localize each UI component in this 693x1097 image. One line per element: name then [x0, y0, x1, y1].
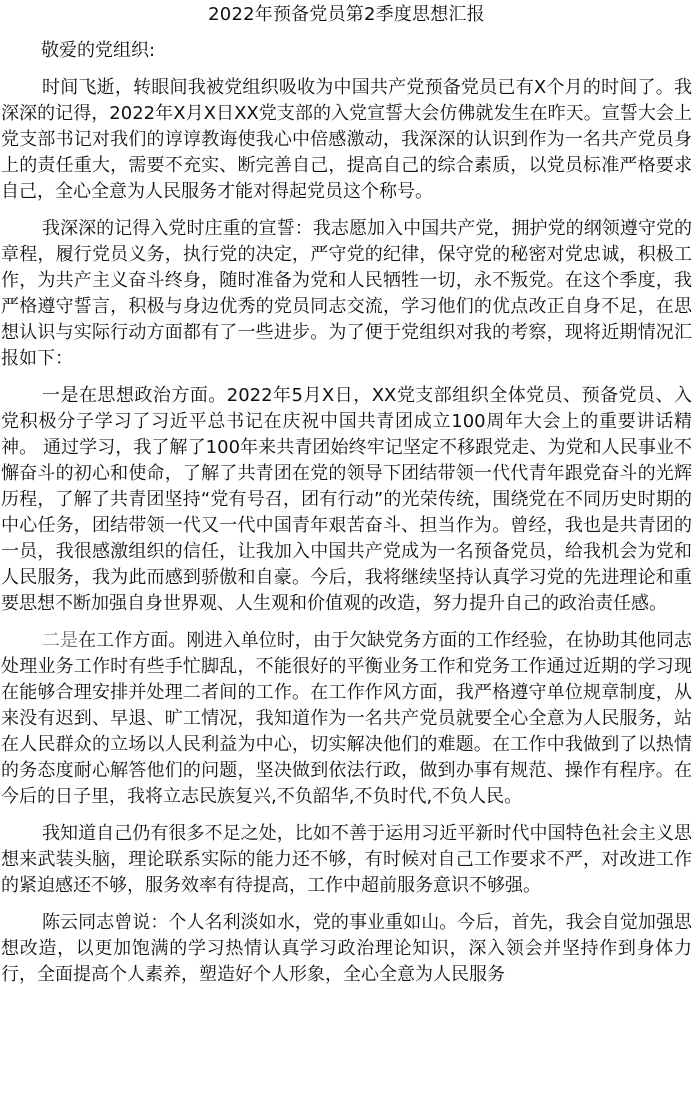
- paragraph-text: 在工作方面。刚进入单位时，由于欠缺党务方面的工作经验，在协助其他同志处理业务工作时有些手忙脚乱，不能很好的平衡业务工作和党务工作通过近期的学习现在能够合理安排并处理二者间的工作。在工作作风方面，我严格遵守单位规章制度，从来没有迟到、早退、旷工情况，我知道作为一名共产党员就要全心全意为人民服务，站在人民群众的立场以人民利益为中心，切实解决他们的难题。在工作中我做到了以热情的务态度耐心解答他们的问题，坚决做到依法行政，做到办事有规范、操作有程序。在今后的日子里，我将立志民族复兴,不负韶华,不负时代,不负人民。: [1, 630, 693, 807]
- paragraph-text: 一是在思想政治方面。2022年5月X日，XX党支部组织全体党员、预备党员、入党积极分子学习了习近平总书记在庆祝中国共青团成立100周年大会上的重要讲话精神。 通过学习，我了解了100年来共青团始终牢记坚定不移跟党走、为党和人民事业不懈奋斗的初心和使命，了解了共青团在党的领导下团结带领一代代青年跟党奋斗的光辉历程，了解了共青团坚持“党有号召，团有行动”的光荣传统，围绕党在不同历史时期的中心任务，团结带领一代又一代中国青年艰苦奋斗、担当作为。曾经，我也是共青团的一员，我很感激组织的信任，让我加入中国共产党成为一名预备党员，给我机会为党和人民服务，我为此而感到骄傲和自豪。今后，我将继续坚持认真学习党的先进理论和重要思想不断加强自身世界观、人生观和价值观的改造，努力提升自己的政治责任感。: [1, 385, 692, 614]
- paragraph-text: 我深深的记得入党时庄重的宣誓：我志愿加入中国共产党，拥护党的纲领遵守党的章程，履行党员义务，执行党的决定，严守党的纪律，保守党的秘密对党忠诚，积极工作，为共产主义奋斗终身，随时准备为党和人民牺牲一切，永不叛党。在这个季度，我严格遵守誓言，积极与身边优秀的党员同志交流，学习他们的优点改正自身不足，在思想认识与实际行动方面都有了一些进步。为了便于党组织对我的考察，现将近期情况汇报如下：: [1, 218, 692, 369]
- paragraph-text: 时间飞逝，转眼间我被党组织吸收为中国共产党预备党员已有X个月的时间了。我深深的记得，2022年X月X日XX党支部的入党宣誓大会仿佛就发生在昨天。宣誓大会上党支部书记对我们的谆谆教诲使我心中倍感激动，我深深的认识到作为一名共产党员身上的责任重大，需要不充实、断完善自己，提高自己的综合素质，以党员标准严格要求自己，全心全意为人民服务才能对得起党员这个称号。: [1, 77, 692, 202]
- paragraph-shortcomings: [1, 821, 692, 899]
- paragraph-text: 陈云同志曾说：个人名利淡如水，党的事业重如山。今后，首先，我会自觉加强思想改造，以更加饱满的学习热情认真学习政治理论知识，深入领会并坚持作到身体力行，全面提高个人素养，塑造好个人形象，全心全意为人民服务: [1, 912, 692, 985]
- paragraph-work: [1, 628, 692, 810]
- paragraph-oath: [1, 216, 692, 372]
- paragraph-lead: 二是: [42, 630, 79, 651]
- salutation: 敬爱的党组织:: [41, 40, 156, 61]
- paragraph-intro: [1, 75, 692, 205]
- document-title: 2022年预备党员第2季度思想汇报: [208, 4, 485, 25]
- paragraph-political-thought: [1, 383, 692, 617]
- paragraph-outlook: [1, 910, 692, 988]
- document-body: [0, 75, 693, 988]
- paragraph-text: 我知道自己仍有很多不足之处，比如不善于运用习近平新时代中国特色社会主义思想来武装头脑，理论联系实际的能力还不够，有时候对自己工作要求不严，对改进工作的紧迫感还不够，服务效率有待提高，工作中超前服务意识不够强。: [1, 823, 692, 896]
